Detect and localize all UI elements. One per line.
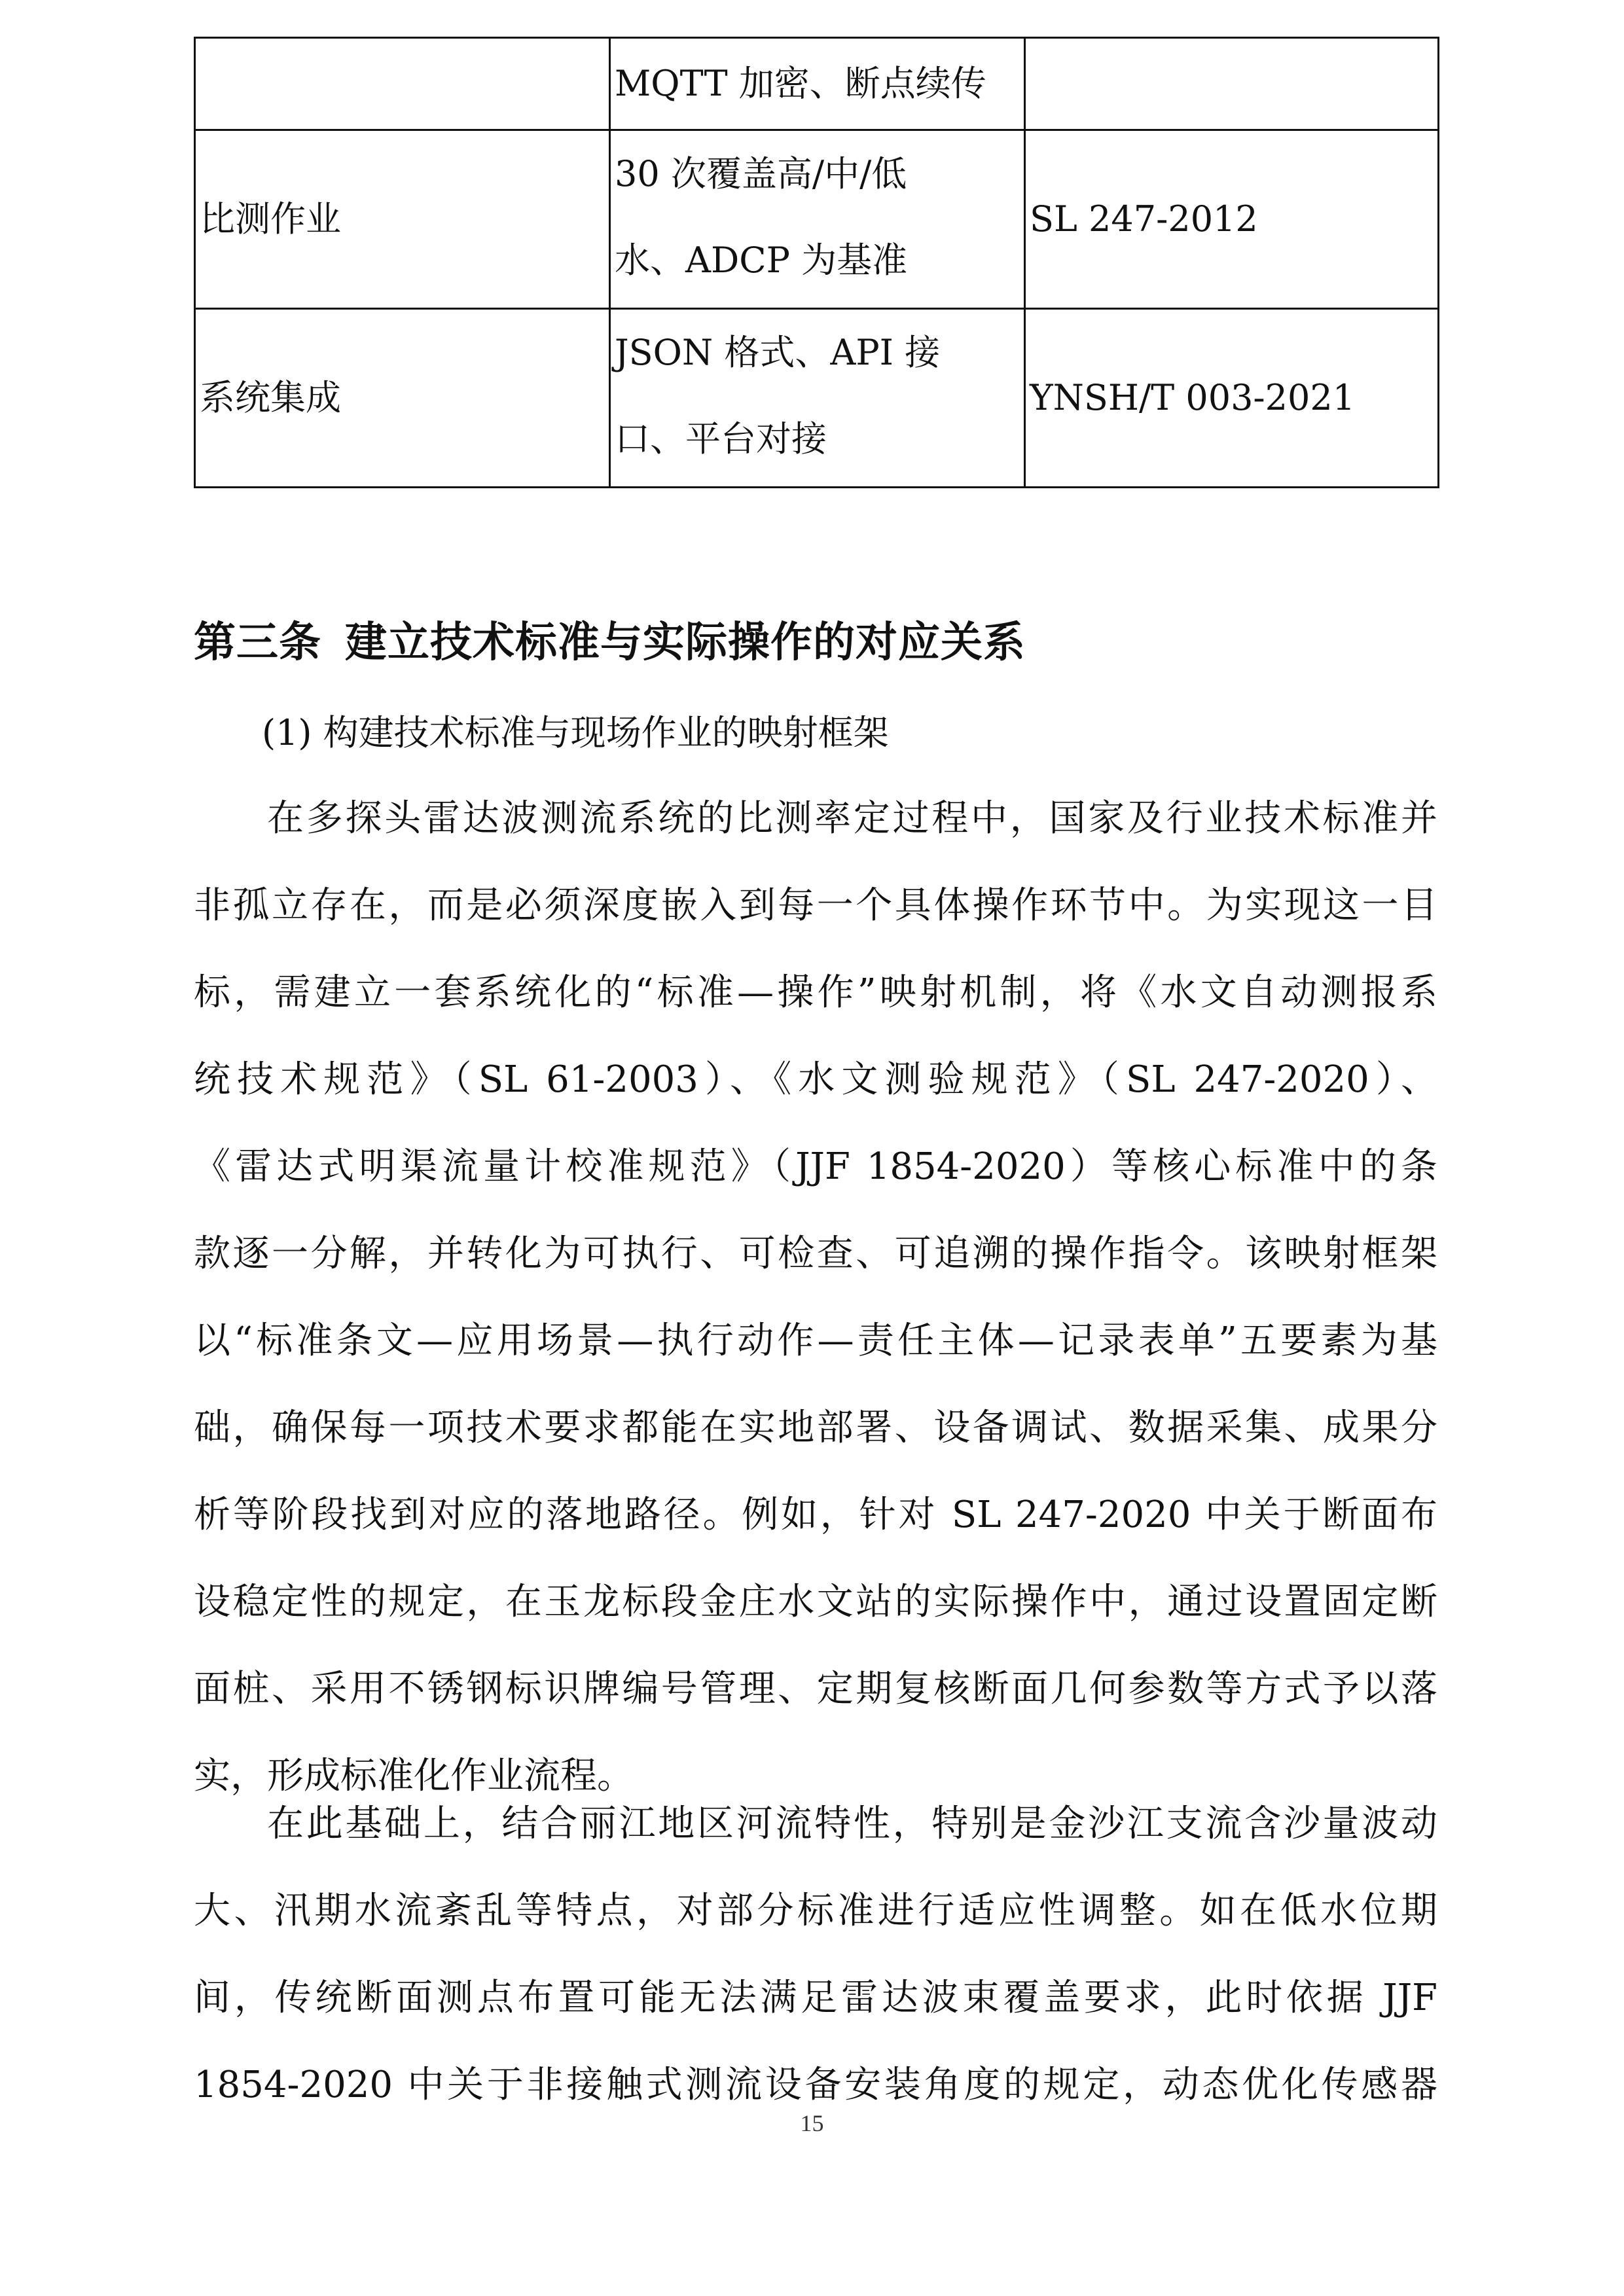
text-line: 础，确保每一项技术要求都能在实地部署、设备调试、数据采集、成果分 bbox=[194, 1407, 1437, 1449]
text-line: 间，传统断面测点布置可能无法满足雷达波束覆盖要求，此时依据 JJF bbox=[194, 1977, 1437, 2019]
text-line: 非孤立存在，而是必须深度嵌入到每一个具体操作环节中。为实现这一目 bbox=[194, 884, 1437, 927]
body-paragraph bbox=[194, 775, 1437, 1820]
table-cell-requirement bbox=[610, 309, 1025, 488]
text-line: 1854-2020 中关于非接触式测流设备安装角度的规定，动态优化传感器 bbox=[194, 2064, 1437, 2106]
table-cell-requirement bbox=[610, 130, 1025, 309]
text-line: 《雷达式明渠流量计校准规范》（JJF 1854-2020）等核心标准中的条 bbox=[194, 1145, 1437, 1188]
text-line: 款逐一分解，并转化为可执行、可检查、可追溯的操作指令。该映射框架 bbox=[194, 1232, 1437, 1275]
text-line: 设稳定性的规定，在玉龙标段金庄水文站的实际操作中，通过设置固定断 bbox=[194, 1581, 1437, 1623]
table-cell-standard bbox=[1025, 38, 1439, 130]
text-line: 实，形成标准化作业流程。 bbox=[194, 1755, 634, 1797]
text-line: 统技术规范》（SL 61-2003）、《水文测验规范》（SL 247-2020）、 bbox=[194, 1058, 1437, 1101]
table-cell-category bbox=[195, 38, 610, 130]
table-cell-standard: SL 247-2012 bbox=[1025, 130, 1439, 309]
cell-line: 30 次覆盖高/中/低 bbox=[615, 153, 907, 194]
text-line: 在多探头雷达波测流系统的比测率定过程中，国家及行业技术标准并 bbox=[267, 797, 1437, 840]
text-line: 面桩、采用不锈钢标识牌编号管理、定期复核断面几何参数等方式予以落 bbox=[194, 1668, 1437, 1710]
table-row bbox=[195, 309, 1439, 488]
cell-line: MQTT 加密、断点续传 bbox=[615, 63, 986, 104]
table-row bbox=[195, 38, 1439, 130]
table-cell-category: 比测作业 bbox=[195, 130, 610, 309]
standards-table bbox=[194, 37, 1439, 488]
table-cell-standard: YNSH/T 003-2021 bbox=[1025, 309, 1439, 488]
article-title: 建立技术标准与实际操作的对应关系 bbox=[345, 619, 1026, 667]
page-number: 15 bbox=[800, 2110, 824, 2136]
table-row bbox=[195, 130, 1439, 309]
table-cell-category: 系统集成 bbox=[195, 309, 610, 488]
text-line: 标，需建立一套系统化的“标准—操作”映射机制，将《水文自动测报系 bbox=[194, 971, 1437, 1014]
table-cell-requirement bbox=[610, 38, 1025, 130]
section-subheading: (1) 构建技术标准与现场作业的映射框架 bbox=[262, 712, 889, 753]
cell-line: 水、ADCP 为基准 bbox=[615, 240, 908, 281]
cell-line: 口、平台对接 bbox=[615, 418, 827, 459]
text-line: 大、汛期水流紊乱等特点，对部分标准进行适应性调整。如在低水位期 bbox=[194, 1890, 1437, 1932]
article-heading bbox=[194, 615, 1437, 670]
body-paragraph bbox=[194, 1780, 1437, 2128]
text-line: 以“标准条文—应用场景—执行动作—责任主体—记录表单”五要素为基 bbox=[194, 1319, 1437, 1362]
cell-line: JSON 格式、API 接 bbox=[615, 332, 941, 373]
article-number: 第三条 bbox=[194, 619, 321, 667]
text-line: 在此基础上，结合丽江地区河流特性，特别是金沙江支流含沙量波动 bbox=[267, 1803, 1437, 1845]
text-line: 析等阶段找到对应的落地路径。例如，针对 SL 247-2020 中关于断面布 bbox=[194, 1494, 1437, 1536]
